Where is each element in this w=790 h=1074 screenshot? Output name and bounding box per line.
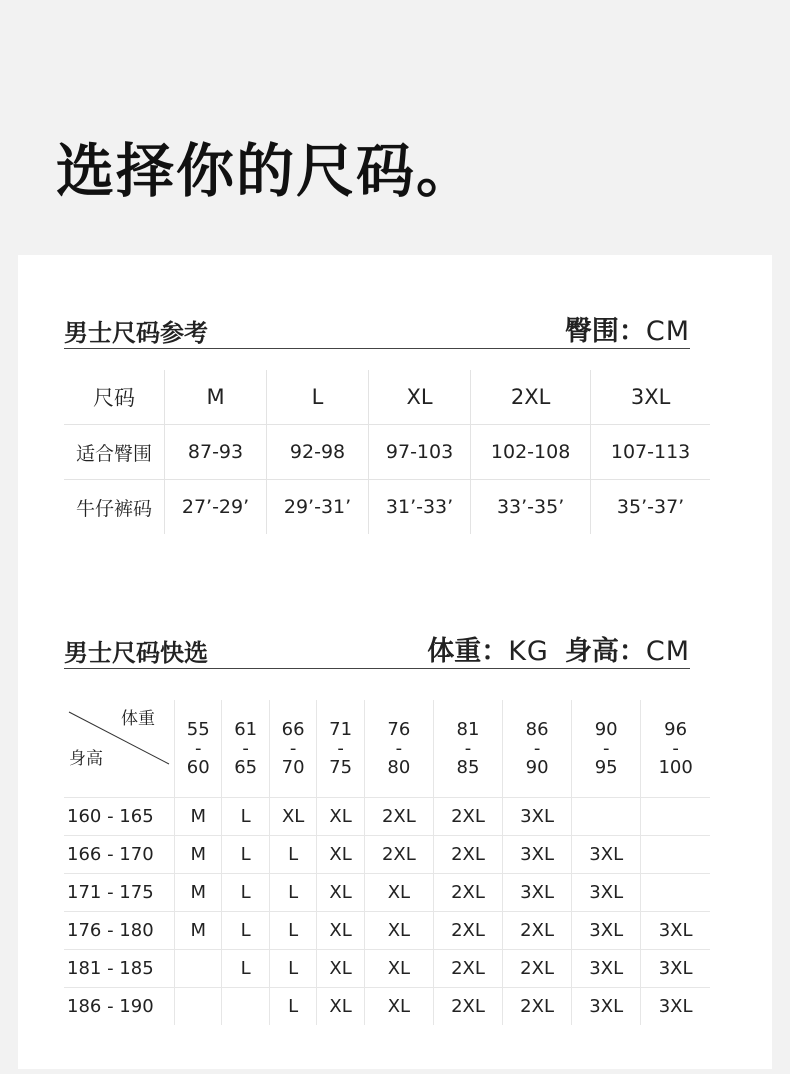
size-cell: 3XL xyxy=(572,950,641,988)
weight-unit-label: 体重： xyxy=(427,636,509,667)
table-row xyxy=(64,912,710,950)
size-cell: L xyxy=(222,950,269,988)
size-cell: XL xyxy=(364,950,433,988)
size-cell: L xyxy=(222,912,269,950)
size-cell: XL xyxy=(364,912,433,950)
table-cell: 87-93 xyxy=(165,425,267,480)
size-cell: L xyxy=(222,836,269,874)
table-row xyxy=(64,798,710,836)
table-cell: 33’-35’ xyxy=(471,480,591,535)
weight-lo: 86 xyxy=(525,719,549,740)
height-unit-label: 身高： xyxy=(564,636,646,667)
weight-range-header xyxy=(433,700,502,798)
section2-units xyxy=(427,629,690,668)
size-cell: M xyxy=(175,836,222,874)
section1-header xyxy=(64,300,690,349)
size-cell: XL xyxy=(317,874,364,912)
weight-lo: 96 xyxy=(664,719,688,740)
size-cell xyxy=(572,798,641,836)
height-range-label: 181 - 185 xyxy=(64,950,175,988)
size-cell: L xyxy=(222,874,269,912)
height-range-label: 160 - 165 xyxy=(64,798,175,836)
height-range-label: 176 - 180 xyxy=(64,912,175,950)
weight-lo: 71 xyxy=(329,719,353,740)
table-cell: 35’-37’ xyxy=(591,480,710,535)
size-cell: L xyxy=(269,950,316,988)
size-cell: 2XL xyxy=(503,912,572,950)
size-cell xyxy=(641,836,710,874)
size-cell: L xyxy=(269,836,316,874)
size-cell: XL xyxy=(317,950,364,988)
size-cell xyxy=(641,798,710,836)
weight-dash: - xyxy=(672,738,679,759)
size-column-header: XL xyxy=(369,370,471,425)
weight-lo: 55 xyxy=(186,719,210,740)
weight-lo: 66 xyxy=(281,719,305,740)
size-cell: L xyxy=(222,798,269,836)
weight-dash: - xyxy=(395,738,403,759)
weight-range-header xyxy=(269,700,316,798)
section2-title: 男士尺码快选 xyxy=(64,639,208,667)
table-row xyxy=(64,425,710,480)
weight-hi: 85 xyxy=(456,757,480,778)
diagonal-corner-cell xyxy=(64,700,175,798)
height-unit-value: CM xyxy=(645,636,690,667)
size-cell: XL xyxy=(269,798,316,836)
corner-height-label: 身高 xyxy=(69,749,103,769)
size-reference-table xyxy=(64,370,710,534)
weight-range-header xyxy=(317,700,364,798)
weight-lo: 90 xyxy=(594,719,618,740)
weight-hi: 75 xyxy=(329,757,353,778)
size-cell: 3XL xyxy=(572,874,641,912)
row-label: 适合臀围 xyxy=(64,425,165,480)
table-row xyxy=(64,874,710,912)
table-cell: 27’-29’ xyxy=(165,480,267,535)
height-range-label: 186 - 190 xyxy=(67,996,154,1017)
size-cell: 3XL xyxy=(503,798,572,836)
weight-range-header xyxy=(641,700,710,798)
size-cell: 3XL xyxy=(572,912,641,950)
size-cell: 3XL xyxy=(503,874,572,912)
size-cell: 2XL xyxy=(433,950,502,988)
weight-range-header xyxy=(222,700,269,798)
size-cell: 2XL xyxy=(433,988,502,1026)
size-cell: 2XL xyxy=(503,988,572,1026)
weight-lo: 61 xyxy=(234,719,258,740)
row-label: 牛仔裤码 xyxy=(75,497,152,520)
section1-unit-label: 臀围： xyxy=(564,316,646,347)
weight-hi: 60 xyxy=(186,757,210,778)
size-cell: 2XL xyxy=(433,836,502,874)
weight-dash: - xyxy=(242,738,249,759)
section1-unit-value: CM xyxy=(645,316,690,347)
weight-hi: 65 xyxy=(234,757,258,778)
size-cell: XL xyxy=(317,912,364,950)
size-column-header: 3XL xyxy=(591,370,710,425)
weight-dash: - xyxy=(533,738,541,759)
weight-unit-value: KG xyxy=(508,636,549,667)
size-cell: 3XL xyxy=(572,988,641,1026)
size-cell: 2XL xyxy=(433,912,502,950)
column-label: 尺码 xyxy=(64,370,165,425)
size-cell: L xyxy=(269,988,316,1026)
size-cell: 3XL xyxy=(503,836,572,874)
size-column-header: 2XL xyxy=(471,370,591,425)
size-cell xyxy=(222,988,269,1026)
weight-dash: - xyxy=(464,738,472,759)
size-cell: 2XL xyxy=(503,950,572,988)
weight-hi: 70 xyxy=(281,757,305,778)
weight-range-header xyxy=(503,700,572,798)
size-cell xyxy=(641,874,710,912)
size-cell: XL xyxy=(317,798,364,836)
size-cell: XL xyxy=(364,874,433,912)
section1-title: 男士尺码参考 xyxy=(64,319,208,347)
size-cell: M xyxy=(175,798,222,836)
table-row xyxy=(64,988,710,1026)
size-cell: XL xyxy=(364,988,433,1026)
size-cell xyxy=(175,950,222,988)
weight-hi: 80 xyxy=(387,757,411,778)
size-column-header: M xyxy=(165,370,267,425)
table-header-row xyxy=(64,370,710,425)
table-cell: 102-108 xyxy=(471,425,591,480)
corner-weight-label: 体重 xyxy=(121,709,155,729)
section1-unit xyxy=(565,309,690,348)
weight-dash: - xyxy=(194,738,202,759)
table-cell: 92-98 xyxy=(267,425,369,480)
table-cell: 107-113 xyxy=(591,425,710,480)
weight-range-header xyxy=(364,700,433,798)
weight-hi: 90 xyxy=(525,757,549,778)
weight-lo: 76 xyxy=(387,719,411,740)
weight-lo: 81 xyxy=(456,719,480,740)
section2-header xyxy=(64,620,690,669)
diagonal-header xyxy=(67,700,171,797)
table-row xyxy=(64,836,710,874)
weight-hi: 100 xyxy=(658,757,693,778)
size-cell: 2XL xyxy=(364,798,433,836)
size-cell: 3XL xyxy=(641,950,710,988)
size-cell: 3XL xyxy=(641,912,710,950)
size-cell: M xyxy=(175,874,222,912)
size-cell: L xyxy=(269,912,316,950)
quick-size-table xyxy=(64,700,710,1025)
size-column-header: L xyxy=(267,370,369,425)
height-range-label: 171 - 175 xyxy=(64,874,175,912)
size-cell: 2XL xyxy=(433,798,502,836)
size-cell: XL xyxy=(317,988,364,1026)
size-cell xyxy=(175,988,222,1026)
size-cell: 3XL xyxy=(641,988,710,1026)
table-cell: 31’-33’ xyxy=(369,480,471,535)
size-cell: 2XL xyxy=(433,874,502,912)
height-range-label: 166 - 170 xyxy=(64,836,175,874)
table-row xyxy=(64,950,710,988)
weight-range-header xyxy=(175,700,222,798)
weight-hi: 95 xyxy=(594,757,618,778)
size-cell: M xyxy=(175,912,222,950)
size-cell: L xyxy=(269,874,316,912)
weight-dash: - xyxy=(337,738,344,759)
size-cell: 3XL xyxy=(572,836,641,874)
size-cell: 2XL xyxy=(364,836,433,874)
table-row xyxy=(64,480,710,535)
weight-dash: - xyxy=(289,738,297,759)
weight-dash: - xyxy=(602,738,610,759)
weight-range-header xyxy=(572,700,641,798)
size-cell: XL xyxy=(317,836,364,874)
weight-header-row xyxy=(64,700,710,798)
table-cell: 29’-31’ xyxy=(267,480,369,535)
table-cell: 97-103 xyxy=(369,425,471,480)
page-title: 选择你的尺码。 xyxy=(56,137,477,205)
